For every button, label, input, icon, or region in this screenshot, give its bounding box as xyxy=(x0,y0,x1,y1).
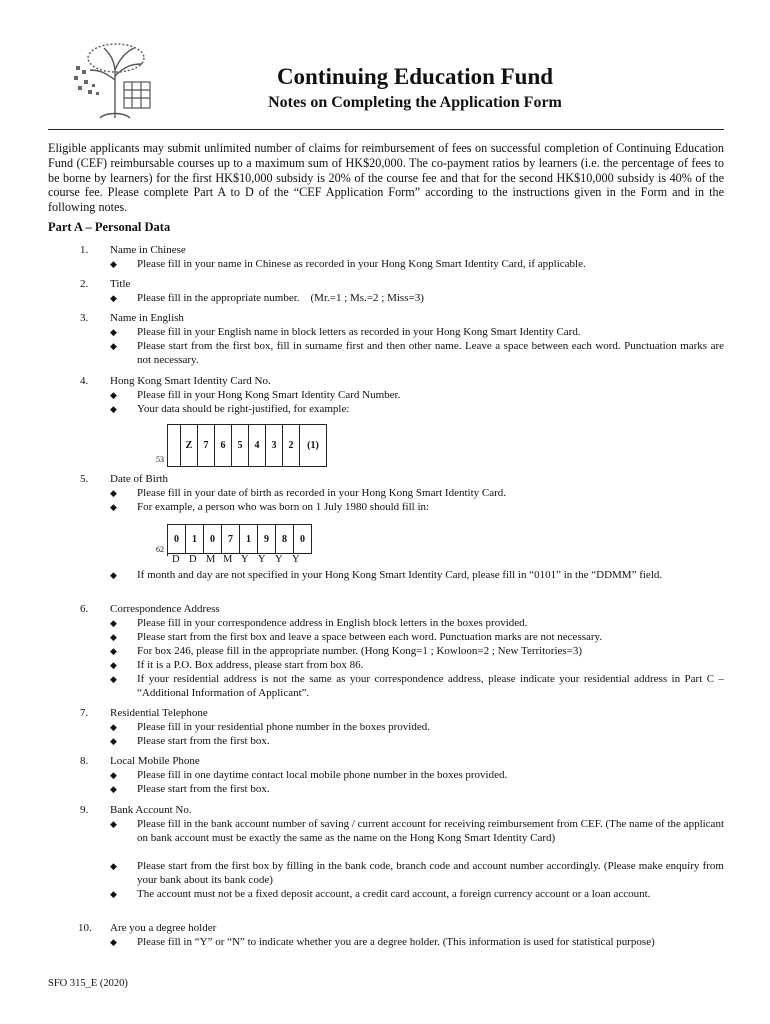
hkid-cell: 6 xyxy=(215,425,232,466)
item-number: 5. xyxy=(80,473,89,485)
bullet-diamond-icon: ◆ xyxy=(110,404,117,414)
bullet-diamond-icon: ◆ xyxy=(110,770,117,780)
dob-example-boxes xyxy=(167,524,312,554)
dob-format-letter: Y xyxy=(241,554,249,565)
bullet-diamond-icon: ◆ xyxy=(110,784,117,794)
bullet-diamond-icon: ◆ xyxy=(110,259,117,269)
dob-cell: 8 xyxy=(276,525,294,553)
item-number: 2. xyxy=(80,278,89,290)
box-number: 62 xyxy=(156,545,164,554)
dob-cell: 7 xyxy=(222,525,240,553)
item-label: Local Mobile Phone xyxy=(110,755,200,767)
hkid-cell: (1) xyxy=(307,440,319,451)
item-number: 1. xyxy=(80,244,89,256)
item-number: 6. xyxy=(80,603,89,615)
header-divider xyxy=(48,129,724,130)
item-label: Correspondence Address xyxy=(110,603,220,615)
dob-cell: 9 xyxy=(258,525,276,553)
bullet-diamond-icon: ◆ xyxy=(110,293,117,303)
page-title: Continuing Education Fund xyxy=(276,64,554,89)
hkid-cell: 4 xyxy=(249,425,266,466)
bullet-diamond-icon: ◆ xyxy=(110,390,117,400)
dob-cell: 0 xyxy=(204,525,222,553)
dob-format-letter: Y xyxy=(292,554,300,565)
bullet-diamond-icon: ◆ xyxy=(110,861,117,871)
bullet-diamond-icon: ◆ xyxy=(110,488,117,498)
bullet-diamond-icon: ◆ xyxy=(110,632,117,642)
bullet-diamond-icon: ◆ xyxy=(110,937,117,947)
dob-cell: 1 xyxy=(240,525,258,553)
dob-cell: 0 xyxy=(300,533,305,545)
hkid-example-boxes xyxy=(180,424,327,467)
dob-format-letter: Y xyxy=(275,554,283,565)
hkid-lead-box xyxy=(167,424,181,467)
form-code: SFO 315_E (2020) xyxy=(48,978,128,989)
bullet-diamond-icon: ◆ xyxy=(110,722,117,732)
item-label: Name in English xyxy=(110,312,184,324)
item-label: Hong Kong Smart Identity Card No. xyxy=(110,375,271,387)
item-number: 8. xyxy=(80,755,89,767)
item-number: 4. xyxy=(80,375,89,387)
box-number: 53 xyxy=(156,455,164,464)
item-label: Are you a degree holder xyxy=(110,922,217,934)
bullet-diamond-icon: ◆ xyxy=(110,570,117,580)
item-number: 10. xyxy=(78,922,92,934)
bullet-diamond-icon: ◆ xyxy=(110,736,117,746)
item-label: Bank Account No. xyxy=(110,804,192,816)
hkid-cell: Z xyxy=(181,425,198,466)
item-label: Name in Chinese xyxy=(110,244,186,256)
item-number: 9. xyxy=(80,804,89,816)
bullet-diamond-icon: ◆ xyxy=(110,889,117,899)
bullet-diamond-icon: ◆ xyxy=(110,341,117,351)
dob-format-letter: M xyxy=(223,554,233,565)
bullet-diamond-icon: ◆ xyxy=(110,502,117,512)
item-label: Residential Telephone xyxy=(110,707,208,719)
bullet-diamond-icon: ◆ xyxy=(110,660,117,670)
item-label: Date of Birth xyxy=(110,473,169,485)
dob-format-letter: D xyxy=(172,554,180,565)
hkid-cell: 5 xyxy=(232,425,249,466)
item-number: 7. xyxy=(80,707,89,719)
dob-cell: 1 xyxy=(186,525,204,553)
section-heading: Part A – Personal Data xyxy=(48,220,171,234)
dob-format-letter: M xyxy=(206,554,216,565)
dob-format-letter: D xyxy=(189,554,197,565)
bullet-diamond-icon: ◆ xyxy=(110,646,117,656)
hkid-cell: 2 xyxy=(283,425,300,466)
page-subtitle: Notes on Completing the Application Form xyxy=(268,94,562,111)
hkid-cell: 7 xyxy=(198,425,215,466)
bullet-diamond-icon: ◆ xyxy=(110,819,117,829)
bullet-diamond-icon: ◆ xyxy=(110,327,117,337)
dob-cell: 0 xyxy=(168,525,186,553)
bullet-diamond-icon: ◆ xyxy=(110,674,117,684)
hkid-cell: 3 xyxy=(266,425,283,466)
dob-format-letter: Y xyxy=(258,554,266,565)
item-label: Title xyxy=(110,278,131,290)
intro-paragraph: Eligible applicants may submit unlimited number of claims for reimbursement of fees on successful completion of Continuing Education Fund (CEF) reimbursable courses up to a maximum sum of HK$20,000. The co-payment ratios by learners (i.e. the percentage of fees to be borne by learners) for the first HK$10,000 subsidy is 20% of the course fee and that for the second HK$10,000 subsidy is 40% of the course fee. Please complete Part A to D of the “CEF Application Form” according to the instructions given in the Form and in the following notes. xyxy=(48,141,724,215)
item-number: 3. xyxy=(80,312,89,324)
bullet-diamond-icon: ◆ xyxy=(110,618,117,628)
